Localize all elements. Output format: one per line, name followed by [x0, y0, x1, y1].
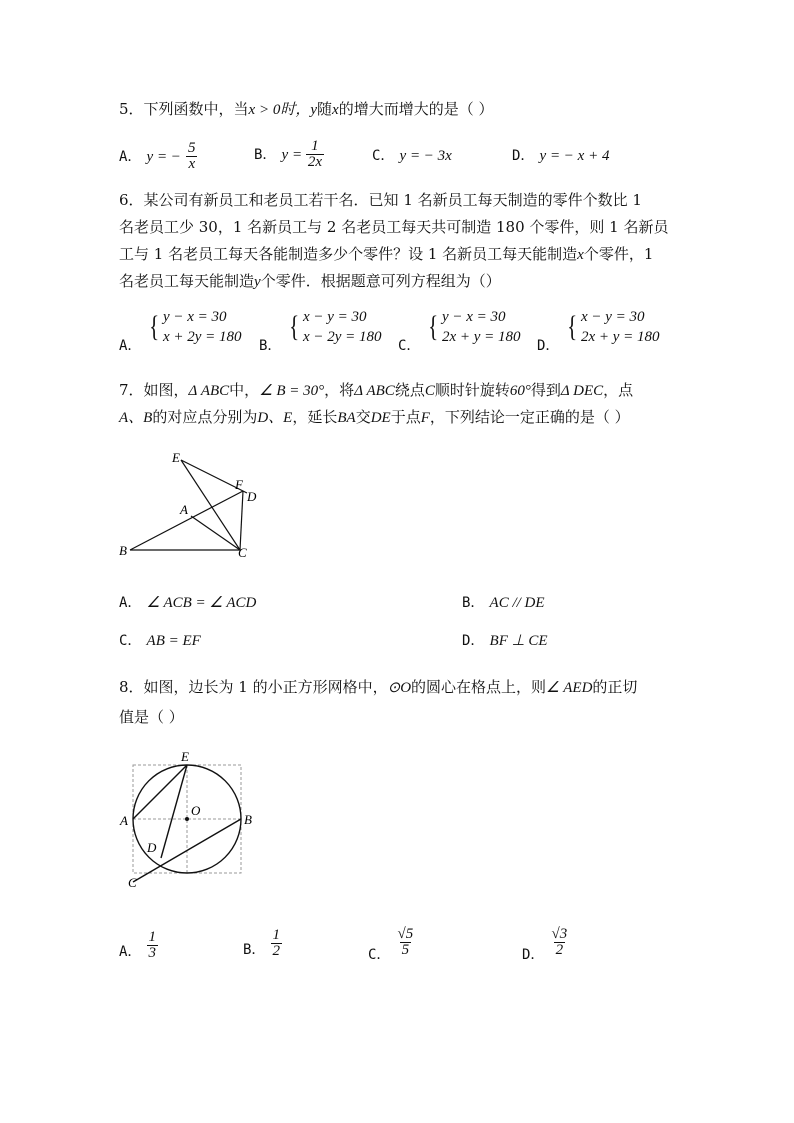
q8-figure — [115, 745, 255, 895]
label-e: E — [181, 749, 189, 764]
q8-option-c[interactable]: C． $\frac{√5}{5}$ — [368, 926, 414, 963]
label-a: A — [180, 502, 188, 517]
label-f: F — [235, 477, 243, 492]
circle-o-symbol: ⊙O — [387, 680, 412, 696]
q8-line-1: 8．如图，边长为 1 的小正方形网格中，⊙O的圆心在格点上，则∠ AED的正切 — [119, 678, 638, 696]
q5-option-c[interactable]: C． y = − 3x — [372, 148, 452, 164]
q7-option-d[interactable]: D． BF ⊥ CE — [462, 633, 548, 649]
segment-ac — [191, 516, 240, 550]
label-b: B — [119, 543, 127, 558]
q5-stem: 5．下列函数中，当x > 0时，y随x的增大而增大的是（ ） — [119, 100, 494, 118]
q6-option-d[interactable]: D． { x − y = 30 2x + y = 180 — [537, 309, 660, 354]
label-c: C — [238, 545, 247, 560]
q5-option-d[interactable]: D． y = − x + 4 — [512, 148, 610, 164]
segment-bf — [130, 491, 243, 550]
q5-option-b[interactable]: B． y = $\frac{1}{2x}$ — [254, 138, 322, 170]
q6-line-1: 6．某公司有新员工和老员工若干名．已知 1 名新员工每天制造的零件个数比 1 — [119, 191, 642, 209]
q6-line-4: 名老员工每天能制造y个零件．根据题意可列方程组为（） — [119, 272, 501, 290]
segment-ec — [181, 460, 240, 550]
q6-option-c[interactable]: C． { y − x = 30 2x + y = 180 — [398, 309, 521, 354]
label-a: A — [120, 813, 128, 828]
q8-option-b[interactable]: B． $\frac{1}{2}$ — [243, 927, 281, 959]
q7-line-2: A、B的对应点分别为D、E，延长BA交DE于点F，下列结论一定正确的是（ ） — [119, 408, 630, 426]
q8-line-2: 值是（ ） — [119, 708, 184, 726]
q7-line-1: 7．如图，Δ ABC中，∠ B = 30°，将Δ ABC绕点C顺时针旋转60°得到Δ DEC，点 — [119, 381, 634, 399]
q8-option-d[interactable]: D． $\frac{√3}{2}$ — [522, 926, 568, 963]
label-b: B — [244, 812, 252, 827]
q7-option-b[interactable]: B． AC // DE — [462, 595, 545, 611]
q6-line-3: 工与 1 名老员工每天各能制造多少个零件？设 1 名新员工每天能制造x个零件，1 — [119, 245, 654, 263]
label-d: D — [147, 840, 157, 855]
q6-option-a[interactable]: A． { y − x = 30 x + 2y = 180 — [119, 309, 242, 354]
label-e: E — [172, 450, 180, 465]
q7-option-a[interactable]: A． ∠ ACB = ∠ ACD — [119, 595, 257, 611]
label-d: D — [247, 489, 257, 504]
label-c: C — [128, 875, 137, 890]
center-point — [185, 817, 189, 821]
q6-option-b[interactable]: B． { x − y = 30 x − 2y = 180 — [259, 309, 382, 354]
q5-option-a[interactable]: A． y = − $\frac{5}{x}$ — [119, 140, 196, 172]
segment-dc — [240, 491, 243, 550]
q7-figure — [110, 445, 270, 565]
q7-option-c[interactable]: C． AB = EF — [119, 633, 201, 649]
q6-line-2: 名老员工少 30，1 名新员工与 2 名老员工每天共可制造 180 个零件，则 1 名新员 — [119, 218, 669, 236]
label-o: O — [191, 803, 201, 818]
q8-option-a[interactable]: A． $\frac{1}{3}$ — [119, 929, 157, 961]
